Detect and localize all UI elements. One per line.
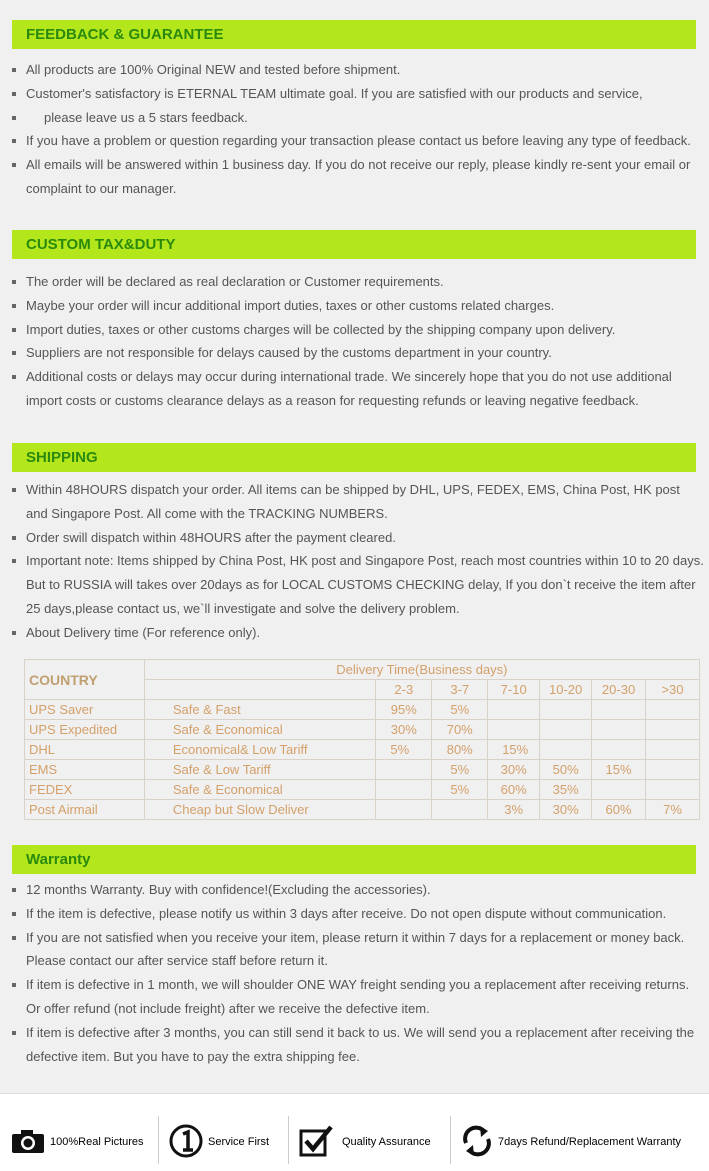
feature-label: Service First: [208, 1136, 270, 1148]
feature-refund: [460, 1122, 681, 1162]
list-item-continuation: [12, 106, 705, 130]
percent-cell: 5%: [376, 740, 432, 760]
feature-quality: [298, 1122, 431, 1162]
percent-cell: 60%: [592, 800, 646, 820]
feature-strip: [0, 1093, 709, 1171]
percent-cell: [432, 800, 488, 820]
country-header: COUNTRY: [25, 660, 145, 700]
percent-cell: [592, 740, 646, 760]
percent-cell: 15%: [592, 760, 646, 780]
feature-label: 100%Real Pictures: [50, 1136, 144, 1148]
percent-cell: 30%: [488, 760, 540, 780]
percent-cell: [488, 700, 540, 720]
table-row: [25, 700, 700, 720]
list-item: Import duties, taxes or other customs charges will be collected by the shipping company upon delivery.: [12, 318, 705, 342]
feature-divider: [288, 1116, 289, 1164]
percent-cell: 50%: [540, 760, 592, 780]
list-item: Suppliers are not responsible for delays caused by the customs department in your country.: [12, 341, 705, 365]
feature-label: 7days Refund/Replacement Warranty: [498, 1136, 682, 1148]
range-cell: >30: [646, 680, 700, 700]
feature-real-pictures: [10, 1122, 144, 1162]
table-row: [25, 740, 700, 760]
range-cell: 20-30: [592, 680, 646, 700]
percent-cell: 80%: [432, 740, 488, 760]
range-cell: 2-3: [376, 680, 432, 700]
percent-cell: [592, 700, 646, 720]
percent-cell: [376, 800, 432, 820]
percent-cell: 15%: [488, 740, 540, 760]
range-cell: 3-7: [432, 680, 488, 700]
carrier-cell: DHL: [25, 740, 145, 760]
list-item: All products are 100% Original NEW and tested before shipment.: [12, 58, 705, 82]
number-one-icon: [168, 1123, 204, 1162]
list-item: Order swill dispatch within 48HOURS after the payment cleared.: [12, 526, 705, 550]
range-cell: 7-10: [488, 680, 540, 700]
delivery-time-table: [24, 659, 700, 820]
list-item: Additional costs or delays may occur during international trade. We sincerely hope that you do not use additional import costs or customs clearance delays as a reason for requesting refunds or leaving negative feedback.: [12, 365, 705, 413]
table-row: [25, 780, 700, 800]
list-item: Important note: Items shipped by China Post, HK post and Singapore Post, reach most countries within 10 to 20 days. But to RUSSIA will takes over 20days as for LOCAL CUSTOMS CHECKING delay, If you don`t receive the item after 25 days,please contact us, we`ll investigate and solve the delivery problem.: [12, 549, 705, 620]
feedback-list: [12, 58, 705, 201]
camera-icon: [10, 1127, 46, 1158]
refresh-icon: [460, 1123, 494, 1162]
percent-cell: [376, 760, 432, 780]
list-item: All emails will be answered within 1 business day. If you do not receive our reply, please kindly re-sent your email or complaint to our manager.: [12, 153, 705, 201]
percent-cell: 60%: [488, 780, 540, 800]
carrier-cell: EMS: [25, 760, 145, 780]
list-item: If you are not satisfied when you receive your item, please return it within 7 days for a replacement or money back. Please contact our after service staff before return it.: [12, 926, 705, 974]
carrier-desc-cell: Safe & Low Tariff: [144, 760, 376, 780]
percent-cell: [646, 740, 700, 760]
percent-cell: [646, 700, 700, 720]
percent-cell: 95%: [376, 700, 432, 720]
list-item: Customer's satisfactory is ETERNAL TEAM ultimate goal. If you are satisfied with our products and service,: [12, 82, 705, 106]
carrier-cell: Post Airmail: [25, 800, 145, 820]
percent-cell: [488, 720, 540, 740]
section-title-shipping: SHIPPING: [12, 443, 696, 472]
warranty-list: [12, 878, 705, 1068]
list-item: 12 months Warranty. Buy with confidence!(Excluding the accessories).: [12, 878, 705, 902]
percent-cell: 7%: [646, 800, 700, 820]
percent-cell: 30%: [376, 720, 432, 740]
carrier-desc-cell: Safe & Fast: [144, 700, 376, 720]
percent-cell: [540, 740, 592, 760]
list-item: Within 48HOURS dispatch your order. All items can be shipped by DHL, UPS, FEDEX, EMS, China Post, HK post and Singapore Post. All come with the TRACKING NUMBERS.: [12, 478, 705, 526]
percent-cell: 35%: [540, 780, 592, 800]
list-item: If you have a problem or question regarding your transaction please contact us before leaving any type of feedback.: [12, 129, 705, 153]
feature-divider: [158, 1116, 159, 1164]
list-item: If the item is defective, please notify us within 3 days after receive. Do not open dispute without communication.: [12, 902, 705, 926]
table-row: [25, 720, 700, 740]
carrier-desc-cell: Cheap but Slow Deliver: [144, 800, 376, 820]
percent-cell: [592, 720, 646, 740]
table-row: [25, 800, 700, 820]
carrier-cell: UPS Expedited: [25, 720, 145, 740]
percent-cell: [540, 700, 592, 720]
customs-list: [12, 270, 705, 413]
carrier-desc-cell: Economical& Low Tariff: [144, 740, 376, 760]
section-title-feedback: FEEDBACK & GUARANTEE: [12, 20, 696, 49]
section-title-warranty: Warranty: [12, 845, 696, 874]
percent-cell: 70%: [432, 720, 488, 740]
percent-cell: 5%: [432, 780, 488, 800]
list-item: The order will be declared as real declaration or Customer requirements.: [12, 270, 705, 294]
range-spacer: [144, 680, 376, 700]
carrier-cell: FEDEX: [25, 780, 145, 800]
percent-cell: [646, 720, 700, 740]
percent-cell: [376, 780, 432, 800]
feature-divider: [450, 1116, 451, 1164]
list-item: Maybe your order will incur additional import duties, taxes or other customs related charges.: [12, 294, 705, 318]
section-title-customs: CUSTOM TAX&DUTY: [12, 230, 696, 259]
percent-cell: [646, 760, 700, 780]
percent-cell: 3%: [488, 800, 540, 820]
shipping-list: [12, 478, 705, 645]
percent-cell: 5%: [432, 700, 488, 720]
carrier-desc-cell: Safe & Economical: [144, 720, 376, 740]
percent-cell: [592, 780, 646, 800]
delivery-time-header: Delivery Time(Business days): [144, 660, 699, 680]
table-header-row: [25, 660, 700, 680]
feature-service-first: [168, 1122, 269, 1162]
percent-cell: 30%: [540, 800, 592, 820]
carrier-cell: UPS Saver: [25, 700, 145, 720]
range-cell: 10-20: [540, 680, 592, 700]
percent-cell: 5%: [432, 760, 488, 780]
percent-cell: [646, 780, 700, 800]
percent-cell: [540, 720, 592, 740]
carrier-desc-cell: Safe & Economical: [144, 780, 376, 800]
table-row: [25, 760, 700, 780]
list-item: If item is defective in 1 month, we will shoulder ONE WAY freight sending you a replacement after receiving returns. Or offer refund (not include freight) after we receive the defective item.: [12, 973, 705, 1021]
list-item: If item is defective after 3 months, you can still send it back to us. We will send you a replacement after receiving the defective item. But you have to pay the extra shipping fee.: [12, 1021, 705, 1069]
list-item: About Delivery time (For reference only).: [12, 621, 705, 645]
checkmark-icon: [298, 1123, 334, 1162]
feature-label: Quality Assurance: [342, 1136, 431, 1148]
list-item-text: please leave us a 5 stars feedback.: [44, 109, 248, 125]
